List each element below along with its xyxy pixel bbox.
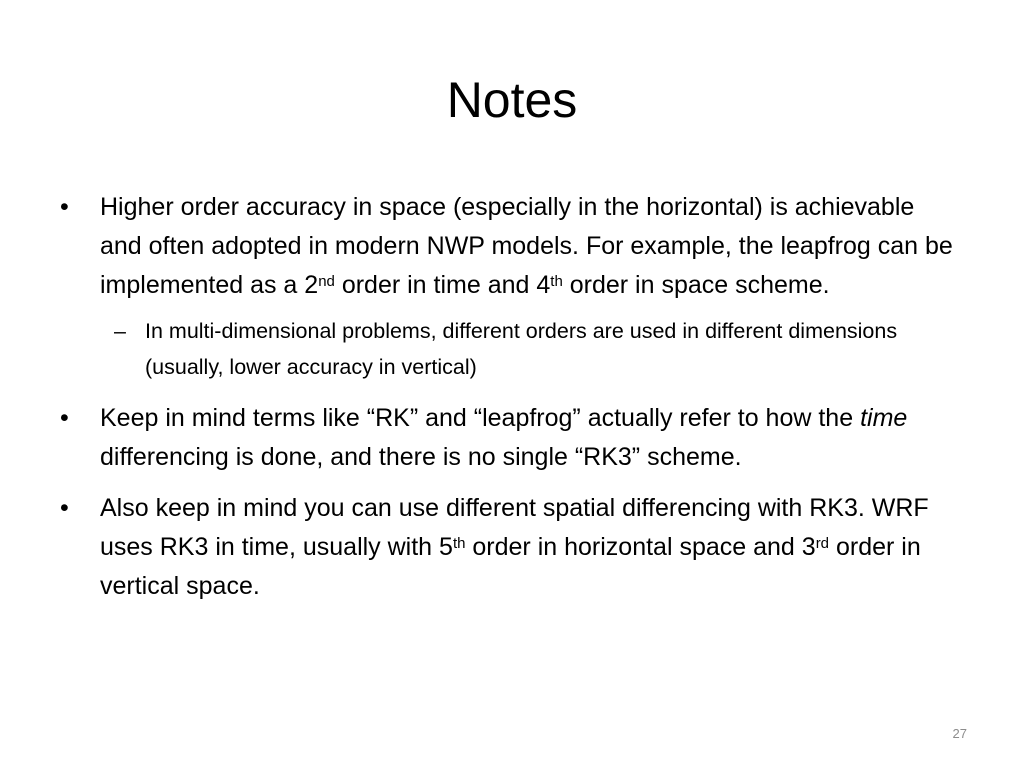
bullet-marker: • <box>60 404 69 432</box>
bullet-text-2: Keep in mind terms like “RK” and “leapfrog” actually refer to how the time differencing is done, and there is no single “RK3” scheme. <box>100 404 908 471</box>
page-number: 27 <box>952 726 967 741</box>
bullet-item-1 <box>60 188 960 305</box>
sub-bullet-item-1 <box>114 313 960 385</box>
bullet-marker: • <box>60 494 69 522</box>
superscript-rd: rd <box>815 534 830 552</box>
emphasis-time: time <box>860 404 908 432</box>
slide-content <box>60 188 960 618</box>
slide-title: Notes <box>446 72 578 128</box>
sub-bullet-marker: – <box>114 319 126 343</box>
bullet-text-1: Higher order accuracy in space (especially in the horizontal) is achievable and often adopted in modern NWP models. For example, the leapfrog can be implemented as a 2nd order in time and 4th order in space scheme. <box>100 193 953 299</box>
bullet-item-3 <box>60 489 960 606</box>
bullet-text-3: Also keep in mind you can use different spatial differencing with RK3. WRF uses RK3 in time, usually with 5th order in horizontal space and 3rd order in vertical space. <box>100 494 929 600</box>
bullet-marker: • <box>60 193 69 221</box>
bullet-item-2 <box>60 399 960 477</box>
superscript-th: th <box>452 534 466 552</box>
superscript-nd: nd <box>318 272 335 290</box>
superscript-th: th <box>550 272 563 290</box>
sub-bullet-text: In multi-dimensional problems, different orders are used in different dimensions (usually, lower accuracy in vertical) <box>145 319 898 379</box>
